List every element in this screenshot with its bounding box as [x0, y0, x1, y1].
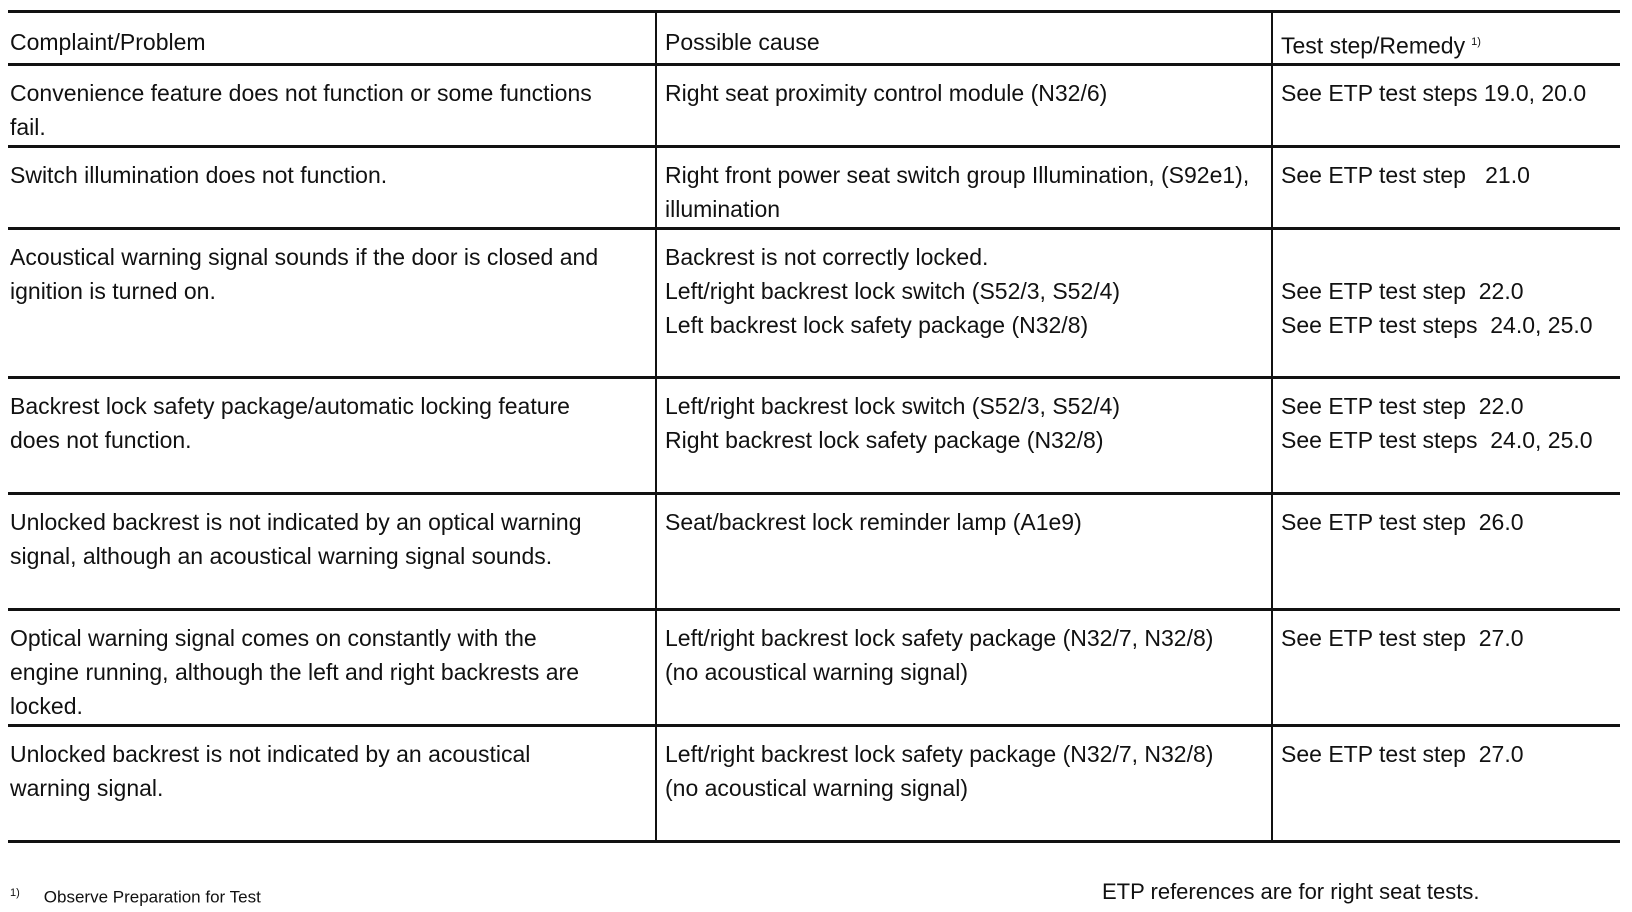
- table-row: [8, 493, 1620, 609]
- cause-cell: [656, 146, 1272, 228]
- complaint-cell: [8, 377, 656, 493]
- cause-line: Right seat proximity control module (N32/6): [665, 79, 1108, 106]
- cause-line: Left/right backrest lock switch (S52/3, S52/4): [665, 277, 1121, 304]
- cause-line: Backrest is not correctly locked.: [665, 243, 989, 270]
- footnote-text: Observe Preparation for Test: [43, 887, 261, 907]
- cause-line: Right front power seat switch group Illumination, (S92e1),: [665, 161, 1250, 188]
- complaint-cell: [8, 493, 656, 609]
- complaint-cell: [8, 228, 656, 377]
- remedy-cell: [1272, 228, 1620, 377]
- header-remedy: Test step/Remedy $^{1)}$: [1272, 12, 1620, 65]
- cause-cell: [656, 64, 1272, 146]
- cause-line: Left backrest lock safety package (N32/8): [665, 311, 1089, 338]
- complaint-text: Convenience feature does not function or some functions fail.: [10, 79, 592, 140]
- remedy-line: See ETP test step 22.0: [1281, 392, 1524, 419]
- troubleshooting-table: [8, 10, 1620, 843]
- footnote-reference: 1): [1471, 36, 1481, 48]
- cause-line: Right backrest lock safety package (N32/8): [665, 426, 1104, 453]
- remedy-cell: [1272, 609, 1620, 725]
- cause-cell: [656, 609, 1272, 725]
- remedy-cell: [1272, 725, 1620, 841]
- remedy-cell: [1272, 64, 1620, 146]
- complaint-cell: [8, 64, 656, 146]
- cause-cell: [656, 228, 1272, 377]
- remedy-line: See ETP test step 21.0: [1281, 161, 1530, 188]
- cause-line: Left/right backrest lock switch (S52/3, S52/4): [665, 392, 1121, 419]
- cause-line: Left/right backrest lock safety package (N32/7, N32/8): [665, 624, 1214, 651]
- footnote-mark: 1): [10, 887, 20, 899]
- complaint-cell: [8, 609, 656, 725]
- remedy-cell: [1272, 377, 1620, 493]
- cause-line: illumination: [665, 195, 781, 222]
- complaint-text: Switch illumination does not function.: [10, 161, 388, 188]
- complaint-text: Unlocked backrest is not indicated by an acoustical warning signal.: [10, 740, 531, 801]
- table-body: [8, 64, 1620, 841]
- complaint-text: Backrest lock safety package/automatic locking feature does not function.: [10, 392, 570, 453]
- remedy-line: See ETP test step 26.0: [1281, 508, 1524, 535]
- complaint-text: Unlocked backrest is not indicated by an optical warning signal, although an acoustical warning signal sounds.: [10, 508, 582, 569]
- cause-line: Seat/backrest lock reminder lamp (A1e9): [665, 508, 1082, 535]
- remedy-cell: [1272, 146, 1620, 228]
- table-row: [8, 609, 1620, 725]
- cause-line: (no acoustical warning signal): [665, 774, 968, 801]
- cause-cell: [656, 493, 1272, 609]
- table-row: [8, 725, 1620, 841]
- complaint-cell: [8, 725, 656, 841]
- cause-line: (no acoustical warning signal): [665, 658, 968, 685]
- table-header-row: [8, 12, 1620, 65]
- table-row: [8, 146, 1620, 228]
- header-complaint: Complaint/Problem: [8, 12, 656, 65]
- etp-reference-note: ETP references are for right seat tests.: [1102, 879, 1480, 904]
- remedy-line: See ETP test step 27.0: [1281, 740, 1524, 767]
- remedy-line: See ETP test steps 24.0, 25.0: [1281, 311, 1593, 338]
- table-row: [8, 64, 1620, 146]
- cause-cell: [656, 377, 1272, 493]
- complaint-text: Acoustical warning signal sounds if the door is closed and ignition is turned on.: [10, 243, 599, 304]
- header-possible-cause: Possible cause: [656, 12, 1272, 65]
- remedy-line: See ETP test steps 24.0, 25.0: [1281, 426, 1593, 453]
- cause-cell: [656, 725, 1272, 841]
- remedy-line: See ETP test steps 19.0, 20.0: [1281, 79, 1587, 106]
- cause-line: Left/right backrest lock safety package (N32/7, N32/8): [665, 740, 1214, 767]
- footnote: [10, 882, 261, 909]
- remedy-line: See ETP test step 27.0: [1281, 624, 1524, 651]
- table-row: [8, 228, 1620, 377]
- remedy-line: See ETP test step 22.0: [1281, 277, 1524, 304]
- complaint-cell: [8, 146, 656, 228]
- table-row: [8, 377, 1620, 493]
- remedy-cell: [1272, 493, 1620, 609]
- complaint-text: Optical warning signal comes on constantly with the engine running, although the left and right backrests are locked.: [10, 624, 579, 719]
